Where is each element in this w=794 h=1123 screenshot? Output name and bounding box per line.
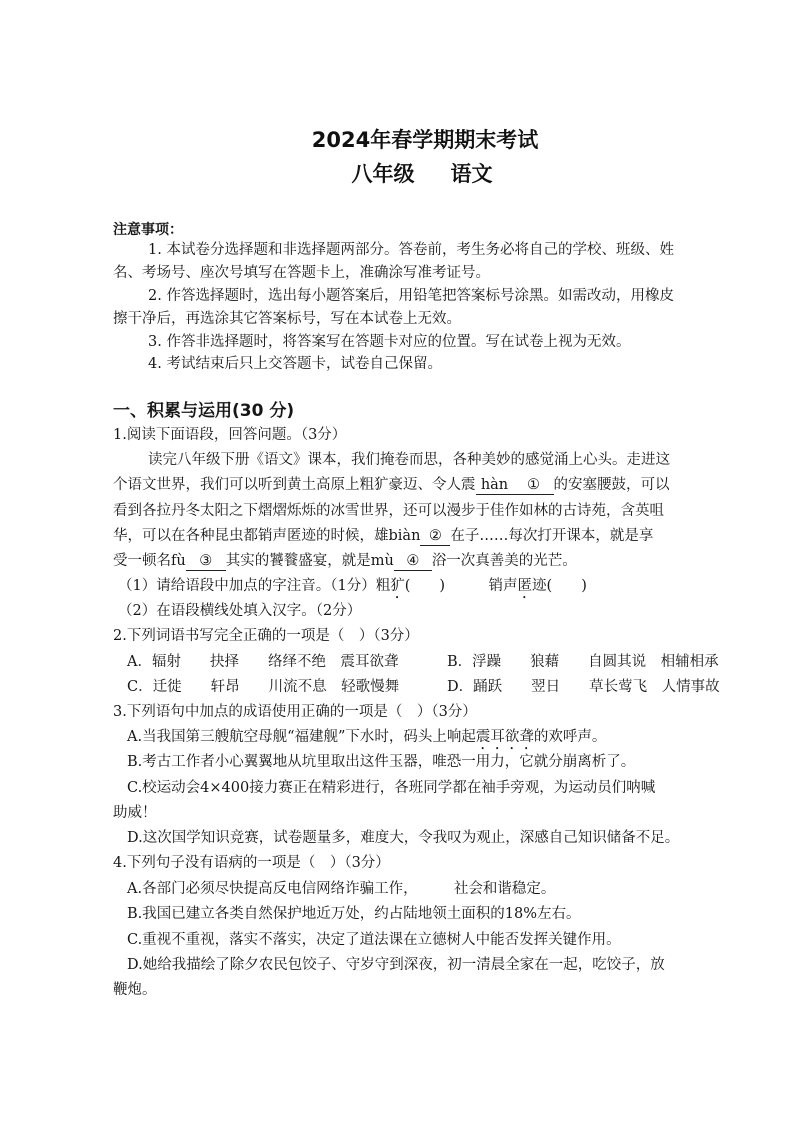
- pinyin-fu: fù: [171, 553, 186, 569]
- q2-option-b: B．浮躁 狼藉 自圆其说 相辅相承: [447, 654, 719, 670]
- blank-1: ①: [514, 477, 554, 495]
- notice-line: 擦干净后，再选涂其它答案标号，写在本试卷上无效。: [113, 311, 461, 327]
- q2-option-a: A．辐射 抉择 络绎不绝 震耳欲聋: [127, 654, 399, 670]
- q4-option-b: B.我国已建立各类自然保护地近万处，约占陆地领土面积的18%左右。: [127, 906, 581, 922]
- q3-option-d: D.这次国学知识竞赛，试卷题量多，难度大，令我叹为观止，深感自己知识储备不足。: [127, 830, 680, 846]
- q1-passage-line: 读完八年级下册《语文》课本，我们掩卷而思，各种美妙的感觉涌上心头。走进这: [148, 452, 670, 468]
- section-heading: 一、积累与运用(30 分): [113, 401, 295, 421]
- q1-passage-line: 看到各拉丹冬太阳之下熠熠烁烁的冰雪世界，还可以漫步于佳作如林的古诗苑，含英咀: [113, 503, 664, 519]
- notice-line: 1. 本试卷分选择题和非选择题两部分。答卷前，考生务必将自己的学校、班级、姓: [148, 242, 674, 258]
- pinyin-han: hàn: [476, 477, 514, 495]
- blank-3: ③: [186, 553, 226, 571]
- q4-option-d: D.她给我描绘了除夕农民包饺子、守岁守到深夜，初一清晨全家在一起，吃饺子，放: [127, 957, 665, 973]
- q3-option-c: C.校运动会4×400接力赛正在精彩进行，各班同学都在袖手旁观，为运动员们呐喊: [127, 780, 656, 796]
- notice-line: 2. 作答选择题时，选出每小题答案后，用铅笔把答案标号涂黑。如需改动，用橡皮: [148, 288, 674, 304]
- notice-line: 名、考场号、座次号填写在答题卡上，准确涂写准考证号。: [113, 265, 490, 281]
- q2-option-d: D．踊跃 翌日 草长莺飞 人情事故: [447, 679, 720, 695]
- q1-sub2: （2）在语段横线处填入汉字。（2分）: [118, 603, 362, 619]
- grade-subject: [0, 158, 794, 188]
- q4-stem: 4.下列句子没有语病的一项是（ ）（3分）: [113, 855, 390, 871]
- q3-stem: 3.下列语句中加点的成语使用正确的一项是（ ）（3分）: [113, 704, 477, 720]
- grade-label: 八年级: [351, 162, 415, 186]
- q2-stem: 2.下列词语书写完全正确的一项是（ ）（3分）: [113, 628, 419, 644]
- q2-option-c: C．迁徙 轩昂 川流不息 轻歌慢舞: [127, 679, 400, 695]
- q3-option-c-cont: 助威！: [113, 805, 157, 821]
- q4-option-d-cont: 鞭炮。: [113, 982, 157, 998]
- q3-option-a: A.当我国第三艘航空母舰“福建舰”下水时，码头上响起震耳欲聋的欢呼声。: [127, 729, 607, 745]
- q1-passage-line: 个语文世界，我们可以听到黄土高原上粗犷豪迈、令人震 hàn ① 的安塞腰鼓，可以: [113, 477, 670, 493]
- exam-title: 2024年春学期期末考试: [311, 128, 539, 152]
- pinyin-bian: biàn: [388, 528, 421, 544]
- q1-passage-line: 受一顿名fù ③ 其实的饕餮盛宴，就是mù ④ 浴一次真善美的光芒。: [113, 553, 577, 569]
- pinyin-mu: mù: [370, 553, 394, 569]
- dotted-idiom: 震耳欲聋: [475, 729, 534, 745]
- notice-heading: 注意事项：: [113, 222, 183, 238]
- blank-2: ②: [420, 528, 450, 546]
- notice-line: 3. 作答非选择题时，将答案写在答题卡对应的位置。写在试卷上视为无效。: [148, 334, 631, 350]
- subject-label: 语文: [450, 162, 493, 186]
- dotted-char: 匿: [517, 578, 533, 594]
- q4-option-a: A.各部门必须尽快提高反电信网络诈骗工作， 社会和谐稳定。: [127, 881, 556, 897]
- q1-passage-line: 华，可以在各种昆虫都销声匿迹的时候，雄biàn ② 在子……每次打开课本，就是享: [113, 528, 654, 544]
- q3-option-b: B.考古工作者小心翼翼地从坑里取出这件玉器，唯恐一用力，它就分崩离析了。: [127, 754, 636, 770]
- blank-4: ④: [394, 553, 432, 571]
- dotted-char: 犷: [390, 578, 405, 594]
- q1-sub1: （1）请给语段中加点的字注音。（1分）粗犷( ) 销声匿迹( ): [118, 578, 587, 594]
- q1-stem: 1.阅读下面语段，回答问题。（3分）: [113, 427, 347, 443]
- q4-option-c: C.重视不重视，落实不落实，决定了道法课在立德树人中能否发挥关键作用。: [127, 932, 621, 948]
- notice-line: 4. 考试结束后只上交答题卡，试卷自己保留。: [148, 356, 442, 372]
